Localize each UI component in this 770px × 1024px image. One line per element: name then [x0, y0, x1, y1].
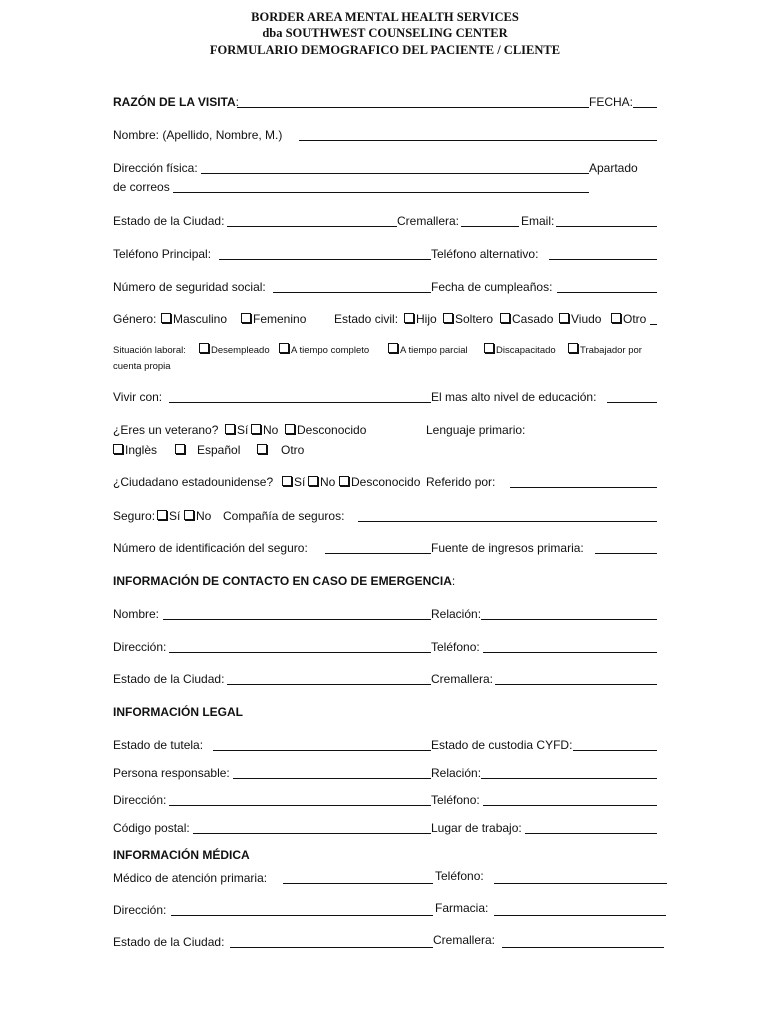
legal-address-field[interactable] — [169, 792, 431, 806]
emergency-city-row — [113, 671, 659, 687]
ssn-row — [113, 279, 659, 295]
male-label: Masculino — [173, 312, 228, 326]
language-row — [113, 442, 659, 458]
emergency-title-text: INFORMACIÓN DE CONTACTO EN CASO DE EMERGENCIA — [113, 574, 452, 588]
citizen-unknown-checkbox[interactable] — [339, 476, 349, 486]
female-label: Femenino — [253, 312, 307, 326]
emergency-relation-field[interactable] — [481, 606, 657, 620]
citizen-yes-label: Sí — [294, 475, 306, 489]
city-row — [113, 213, 659, 229]
citizen-no-label: No — [320, 475, 336, 489]
mailbox-label: de correos — [113, 180, 170, 194]
emergency-colon: : — [451, 574, 456, 588]
name-field[interactable] — [299, 127, 657, 141]
veteran-no-checkbox[interactable] — [251, 424, 261, 434]
unemployed-checkbox[interactable] — [199, 343, 209, 353]
spanish-checkbox[interactable] — [175, 444, 185, 454]
address-label: Dirección física: — [113, 161, 198, 175]
insurance-yes-checkbox[interactable] — [157, 510, 167, 520]
veteran-row — [113, 422, 659, 438]
insurance-company-field[interactable] — [358, 508, 657, 522]
citizen-label: ¿Ciudadano estadounidense? — [113, 475, 274, 489]
viudo-checkbox[interactable] — [559, 313, 569, 323]
email-label: Email: — [521, 214, 555, 228]
visit-colon: : — [235, 95, 240, 109]
veteran-no-label: No — [263, 423, 279, 437]
responsible-row — [113, 765, 659, 781]
pharmacy-label: Farmacia: — [435, 901, 489, 915]
insurance-no-label: No — [196, 509, 212, 523]
medical-address-row — [113, 902, 669, 918]
otro-checkbox[interactable] — [611, 313, 621, 323]
veteran-unknown-label: Desconocido — [297, 423, 367, 437]
male-checkbox[interactable] — [161, 313, 171, 323]
responsible-label: Persona responsable: — [113, 766, 230, 780]
custody-label: Estado de custodia CYFD: — [431, 738, 573, 752]
guardianship-label: Estado de tutela: — [113, 738, 204, 752]
selfemployed-label-cont: cuenta propia — [113, 361, 171, 372]
insurance-id-field[interactable] — [325, 540, 431, 554]
guardianship-row — [113, 737, 659, 753]
alt-phone-field[interactable] — [549, 246, 657, 260]
emergency-phone-field[interactable] — [483, 639, 657, 653]
address-field[interactable] — [201, 160, 589, 174]
apartado-label: Apartado — [589, 161, 638, 175]
emergency-name-label: Nombre: — [113, 607, 160, 621]
employment-row — [113, 343, 659, 359]
parttime-checkbox[interactable] — [388, 343, 398, 353]
email-field[interactable] — [556, 213, 657, 227]
emergency-zip-label: Cremallera: — [431, 672, 494, 686]
ssn-label: Número de seguridad social: — [113, 280, 266, 294]
insurance-yes-label: Sí — [169, 509, 181, 523]
otro-field[interactable] — [650, 311, 657, 325]
medical-address-field[interactable] — [171, 902, 433, 916]
other-lang-label: Otro — [281, 443, 305, 457]
live-field[interactable] — [169, 389, 431, 403]
emergency-address-field[interactable] — [169, 639, 431, 653]
mailbox-field[interactable] — [173, 179, 589, 193]
postal-field[interactable] — [193, 820, 431, 834]
postal-label: Código postal: — [113, 821, 190, 835]
legal-phone-field[interactable] — [483, 792, 657, 806]
zip-label: Cremallera: — [397, 214, 460, 228]
selfemployed-checkbox[interactable] — [568, 343, 578, 353]
otro-label: Otro — [623, 312, 647, 326]
emergency-name-field[interactable] — [163, 606, 431, 620]
female-checkbox[interactable] — [241, 313, 251, 323]
spanish-label: Español — [197, 443, 241, 457]
medical-title: INFORMACIÓN MÉDICA — [113, 848, 250, 862]
insurance-no-checkbox[interactable] — [184, 510, 194, 520]
veteran-label: ¿Eres un veterano? — [113, 423, 219, 437]
soltero-label: Soltero — [455, 312, 494, 326]
other-lang-checkbox[interactable] — [257, 444, 267, 454]
live-row — [113, 389, 659, 405]
unemployed-label: Desempleado — [211, 345, 270, 356]
date-label: FECHA: — [589, 95, 634, 109]
selfemployed-label: Trabajador por — [580, 345, 642, 356]
visit-label: RAZÓN DE LA VISITA — [113, 95, 236, 109]
casado-label: Casado — [512, 312, 554, 326]
insurance-id-label: Número de identificación del seguro: — [113, 541, 308, 555]
city-label: Estado de la Ciudad: — [113, 214, 225, 228]
insurance-company-label: Compañía de seguros: — [223, 509, 345, 523]
medical-city-field[interactable] — [230, 934, 433, 948]
disabled-label: Discapacitado — [496, 345, 556, 356]
main-phone-label: Teléfono Principal: — [113, 247, 212, 261]
soltero-checkbox[interactable] — [443, 313, 453, 323]
veteran-unknown-checkbox[interactable] — [285, 424, 295, 434]
casado-checkbox[interactable] — [500, 313, 510, 323]
address-row — [113, 160, 659, 176]
form-title: FORMULARIO DEMOGRAFICO DEL PACIENTE / CLIENTE — [209, 43, 561, 57]
english-checkbox[interactable] — [113, 444, 123, 454]
income-label: Fuente de ingresos primaria: — [431, 541, 584, 555]
insurance-id-row — [113, 540, 659, 556]
fulltime-label: A tiempo completo — [291, 345, 370, 356]
legal-phone-label: Teléfono: — [431, 793, 480, 807]
emergency-city-field[interactable] — [227, 671, 431, 685]
doctor-phone-field[interactable] — [494, 870, 667, 884]
custody-field[interactable] — [573, 737, 657, 751]
org-title: BORDER AREA MENTAL HEALTH SERVICES — [251, 10, 519, 24]
org-subtitle: dba SOUTHWEST COUNSELING CENTER — [262, 26, 508, 40]
gender-label: Género: — [113, 312, 157, 326]
main-phone-field[interactable] — [219, 246, 431, 260]
employment-label: Situación laboral: — [113, 345, 186, 356]
legal-title: INFORMACIÓN LEGAL — [113, 705, 243, 719]
emergency-zip-field[interactable] — [495, 671, 657, 685]
education-field[interactable] — [607, 389, 657, 403]
fulltime-checkbox[interactable] — [279, 343, 289, 353]
emergency-city-label: Estado de la Ciudad: — [113, 672, 225, 686]
civil-label: Estado civil: — [334, 312, 399, 326]
viudo-label: Viudo — [571, 312, 602, 326]
english-label: Inglès — [125, 443, 158, 457]
employment-row-2 — [113, 359, 659, 375]
ssn-field[interactable] — [273, 279, 431, 293]
medical-address-label: Dirección: — [113, 903, 167, 917]
medical-city-row — [113, 934, 669, 950]
date-field[interactable] — [633, 94, 657, 108]
citizen-no-checkbox[interactable] — [308, 476, 318, 486]
income-field[interactable] — [595, 540, 657, 554]
disabled-checkbox[interactable] — [484, 343, 494, 353]
hijo-label: Hijo — [416, 312, 437, 326]
mailbox-row — [113, 179, 659, 195]
name-row — [113, 127, 659, 143]
referred-field[interactable] — [510, 474, 657, 488]
guardianship-field[interactable] — [213, 737, 431, 751]
medical-zip-field[interactable] — [502, 934, 664, 948]
veteran-yes-checkbox[interactable] — [225, 424, 235, 434]
zip-field[interactable] — [461, 213, 519, 227]
language-label: Lenguaje primario: — [426, 423, 526, 437]
doctor-field[interactable] — [283, 870, 433, 884]
responsible-field[interactable] — [233, 765, 431, 779]
doctor-phone-label: Teléfono: — [435, 869, 484, 883]
birthday-field[interactable] — [557, 279, 657, 293]
hijo-checkbox[interactable] — [404, 313, 414, 323]
citizen-row — [113, 474, 659, 490]
medical-zip-label: Cremallera: — [433, 933, 496, 947]
visit-row — [113, 94, 659, 110]
citizen-yes-checkbox[interactable] — [282, 476, 292, 486]
emergency-phone-label: Teléfono: — [431, 640, 480, 654]
legal-address-row — [113, 792, 659, 808]
legal-relation-label: Relación: — [431, 766, 482, 780]
emergency-address-row — [113, 639, 659, 655]
live-label: Vivir con: — [113, 390, 163, 404]
referred-label: Referido por: — [426, 475, 496, 489]
doctor-row — [113, 870, 669, 886]
alt-phone-label: Teléfono alternativo: — [431, 247, 539, 261]
insurance-row — [113, 508, 659, 524]
postal-row — [113, 820, 659, 836]
parttime-label: A tiempo parcial — [400, 345, 468, 356]
visit-reason-field[interactable] — [237, 94, 589, 108]
pharmacy-field[interactable] — [494, 902, 666, 916]
gender-row — [113, 311, 659, 327]
birthday-label: Fecha de cumpleaños: — [431, 280, 553, 294]
city-field[interactable] — [227, 213, 397, 227]
veteran-yes-label: Sí — [237, 423, 249, 437]
work-label: Lugar de trabajo: — [431, 821, 522, 835]
emergency-title — [113, 573, 455, 589]
doctor-label: Médico de atención primaria: — [113, 871, 268, 885]
medical-city-label: Estado de la Ciudad: — [113, 935, 225, 949]
emergency-relation-label: Relación: — [431, 607, 482, 621]
legal-relation-field[interactable] — [481, 765, 657, 779]
emergency-address-label: Dirección: — [113, 640, 167, 654]
emergency-name-row — [113, 606, 659, 622]
work-field[interactable] — [525, 820, 657, 834]
legal-address-label: Dirección: — [113, 793, 167, 807]
citizen-unknown-label: Desconocido — [351, 475, 421, 489]
education-label: El mas alto nivel de educación: — [431, 390, 597, 404]
insurance-label: Seguro: — [113, 509, 156, 523]
name-label: Nombre: (Apellido, Nombre, M.) — [113, 128, 283, 142]
phone-row — [113, 246, 659, 262]
